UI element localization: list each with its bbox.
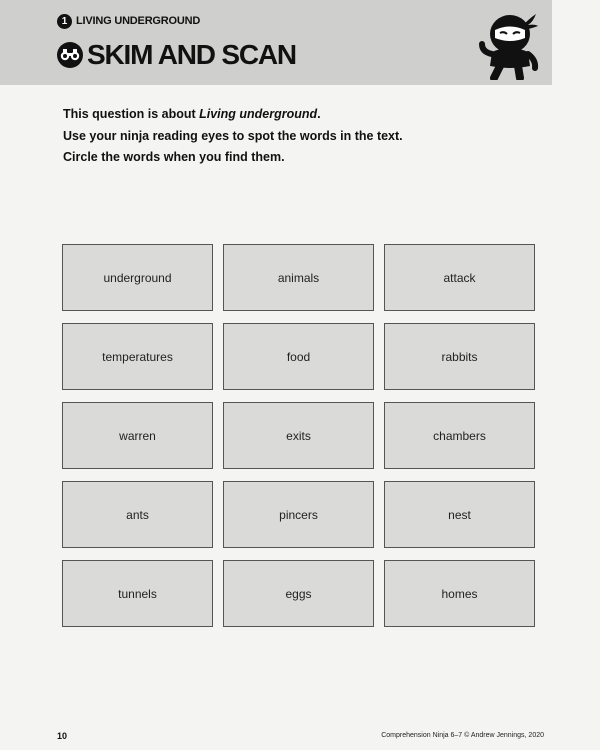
word-card[interactable]: eggs	[223, 560, 374, 627]
title-row	[57, 40, 296, 70]
page-title: SKIM AND SCAN	[87, 39, 296, 70]
word-card[interactable]: warren	[62, 402, 213, 469]
word-card[interactable]: homes	[384, 560, 535, 627]
instruction-line: Use your ninja reading eyes to spot the words in the text.	[63, 128, 403, 143]
ninja-icon	[478, 8, 540, 80]
word-card[interactable]: exits	[223, 402, 374, 469]
word-card[interactable]: ants	[62, 481, 213, 548]
copyright-notice: Comprehension Ninja 6–7 © Andrew Jennings, 2020	[381, 732, 544, 739]
instructions	[63, 104, 403, 169]
instruction-line: Circle the words when you find them.	[63, 150, 285, 164]
binoculars-icon	[57, 42, 83, 68]
section-tag	[57, 12, 200, 30]
word-card[interactable]: animals	[223, 244, 374, 311]
word-card[interactable]: temperatures	[62, 323, 213, 390]
section-label: LIVING UNDERGROUND	[76, 15, 201, 27]
instruction-topic-line: This question is about Living underground.	[63, 107, 321, 121]
word-card[interactable]: underground	[62, 244, 213, 311]
word-card[interactable]: nest	[384, 481, 535, 548]
section-number-icon: 1	[57, 14, 72, 29]
word-grid	[62, 244, 535, 627]
word-card[interactable]: food	[223, 323, 374, 390]
word-card[interactable]: attack	[384, 244, 535, 311]
word-card[interactable]: tunnels	[62, 560, 213, 627]
word-card[interactable]: pincers	[223, 481, 374, 548]
topic-name: Living underground	[199, 107, 318, 121]
word-card[interactable]: chambers	[384, 402, 535, 469]
page-number: 10	[57, 731, 68, 741]
page-header	[0, 0, 552, 85]
word-card[interactable]: rabbits	[384, 323, 535, 390]
